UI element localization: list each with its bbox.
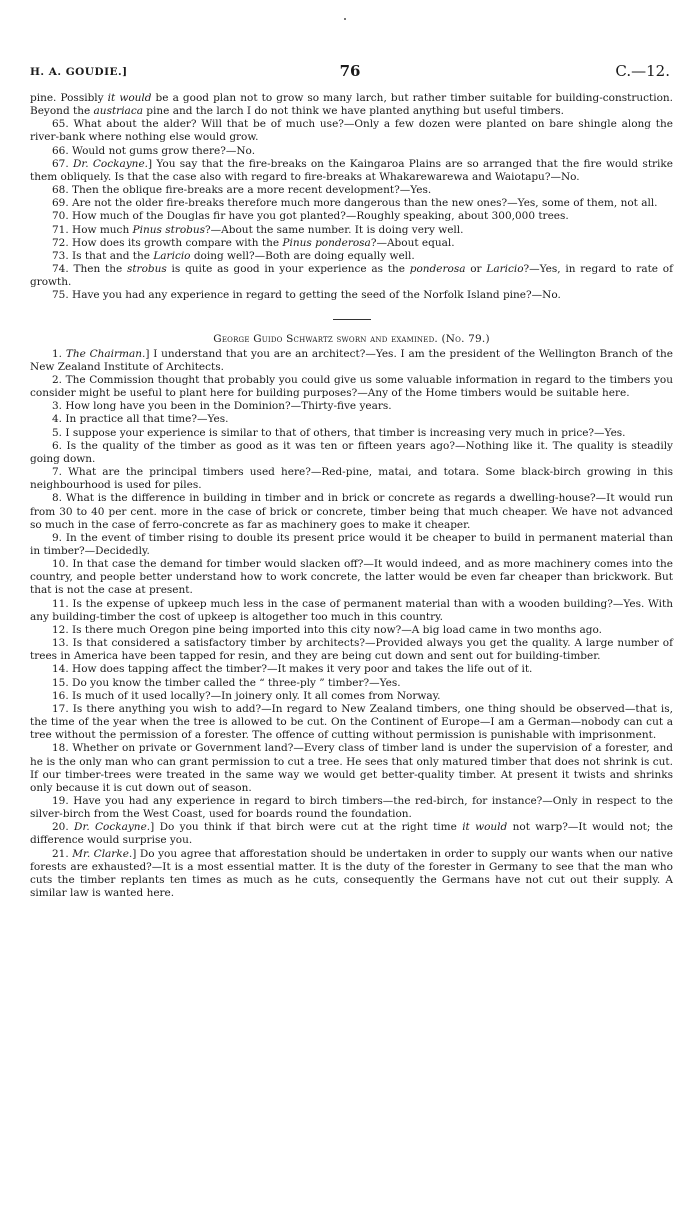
paragraph: 74. Then the strobus is quite as good in your experience as the ponderosa or Laricio?—Yes, in regard to rate of growth. (30, 263, 673, 289)
paragraph: 7. What are the principal timbers used here?—Red-pine, matai, and totara. Some black-birch growing in this neighbourhood is used for piles. (30, 466, 673, 492)
paragraph: 69. Are not the older fire-breaks therefore much more dangerous than the new ones?—Yes, some of them, not all. (52, 197, 658, 210)
paragraph: 6. Is the quality of the timber as good as it was ten or fifteen years ago?—Nothing like it. The quality is steadily going down. (30, 439, 673, 465)
paragraph: 13. Is that considered a satisfactory timber by architects?—Provided always you get the quality. A large number of trees in America have been tapped for resin, and they are being cut down and sent out for building-timber. (30, 637, 673, 663)
paragraph: pine. Possibly it would be a good plan not to grow so many larch, but rather timber suitable for building-construction. Beyond the austriaca pine and the larch I do not think we have planted anything but useful timbers. (30, 92, 673, 118)
paragraph: 5. I suppose your experience is similar to that of others, that timber is increasing very much in price?—Yes. (52, 426, 626, 439)
paragraph: 15. Do you know the timber called the “ three-ply ” timber?—Yes. (52, 676, 401, 689)
paragraph: 65. What about the alder? Will that be of much use?—Only a few dozen were planted on bare shingle along the river-bank where nothing else would grow. (30, 118, 673, 144)
paragraph: 19. Have you had any experience in regard to birch timbers—the red-birch, for instance?—Only in respect to the silver-birch from the West Coast, used for boards round the foundation. (30, 794, 673, 821)
paragraph: 21. Mr. Clarke.] Do you agree that afforestation should be undertaken in order to supply our wants when our native forests are exhausted?—It is a most essential matter. It is the duty of the forester in Germany to see that the man who cuts the timber replants ten times as much as he cuts, consequently the Germans have not cut out their supply. A similar law is wanted here. (30, 847, 673, 900)
document-body (30, 92, 673, 900)
paragraph: 17. Is there anything you wish to add?—In regard to New Zealand timbers, one thing should be observed—that is, the time of the year when the tree is allowed to be cut. On the Continent of Europe—I am a German—nobody can cut a tree without the permission of a forester. The offence of cutting without permission is punishable with imprisonment. (30, 702, 673, 742)
paragraph: 20. Dr. Cockayne.] Do you think if that birch were cut at the right time it would not warp?—It would not; the difference would surprise you. (30, 821, 673, 847)
scan-mark (344, 18, 346, 20)
paragraph: 73. Is that and the Laricio doing well?—Both are doing equally well. (52, 249, 415, 262)
testimony-goudie (30, 92, 673, 303)
paragraph: 18. Whether on private or Government land?—Every class of timber land is under the supervision of a forester, and he is the only man who can grant permission to cut a tree. He sees that only matured timber that does not shrink is cut. If our timber-trees were treated in the same way we would get better-quality timber. At present it twists and shrinks only because it is cut down out of season. (30, 742, 673, 794)
paragraph: 8. What is the difference in building in timber and in brick or concrete as regards a dwelling-house?—It would run from 30 to 40 per cent. more in the case of brick or concrete, timber being that much cheaper. We have not advanced so much in the case of ferro-concrete as far as machinery goes to make it cheaper. (30, 492, 673, 531)
paragraph: 2. The Commission thought that probably you could give us some valuable information in regard to the timbers you consider might be useful to plant here for building purposes?—Any of the Home timbers would be suitable here. (30, 373, 673, 400)
paragraph: 70. How much of the Douglas fir have you got planted?—Roughly speaking, about 300,000 trees. (52, 210, 569, 223)
header-author: H. A. GOUDIE.] (30, 66, 128, 78)
paragraph: 12. Is there much Oregon pine being imported into this city now?—A big load came in two months ago. (52, 623, 602, 636)
paragraph: 72. How does its growth compare with the Pinus ponderosa?—About equal. (52, 236, 455, 249)
section-divider (333, 319, 371, 320)
header-document-code: C.—12. (615, 62, 670, 80)
paragraph: 68. Then the oblique fire-breaks are a more recent development?—Yes. (52, 184, 432, 197)
page-header (30, 62, 670, 82)
paragraph: 75. Have you had any experience in regard to getting the seed of the Norfolk Island pine?—No. (52, 289, 561, 302)
testimony-schwartz (30, 348, 673, 901)
paragraph: 14. How does tapping affect the timber?—It makes it very poor and takes the life out of it. (52, 663, 533, 676)
section-heading: George Guido Schwartz sworn and examined. (No. 79.) (213, 332, 490, 345)
paragraph: 11. Is the expense of upkeep much less in the case of permanent material than with a wooden building?—Yes. With any building-timber the cost of upkeep is altogether too much in this country. (30, 597, 673, 623)
paragraph: 9. In the event of timber rising to double its present price would it be cheaper to build in permanent material than in timber?—Decidedly. (30, 531, 673, 557)
paragraph: 1. The Chairman.] I understand that you are an architect?—Yes. I am the president of the Wellington Branch of the New Zealand Institute of Architects. (30, 347, 674, 373)
paragraph: 10. In that case the demand for timber would slacken off?—It would indeed, and as more machinery comes into the country, and people better understand how to work concrete, the latter would be even far cheaper than brickwork. But that is not the case at present. (30, 558, 673, 597)
paragraph: 3. How long have you been in the Dominion?—Thirty-five years. (52, 400, 392, 413)
paragraph: 16. Is much of it used locally?—In joinery only. It all comes from Norway. (52, 689, 441, 702)
page-number: 76 (339, 62, 361, 80)
paragraph: 67. Dr. Cockayne.] You say that the fire-breaks on the Kaingaroa Plains are so arranged that the fire would strike them obliquely. Is that the case also with regard to fire-breaks at Whakarewarewa and Waiotapu?—No. (30, 157, 673, 183)
paragraph: 71. How much Pinus strobus?—About the same number. It is doing very well. (52, 223, 464, 236)
paragraph: 66. Would not gums grow there?—No. (52, 144, 256, 157)
paragraph: 4. In practice all that time?—Yes. (52, 413, 229, 426)
